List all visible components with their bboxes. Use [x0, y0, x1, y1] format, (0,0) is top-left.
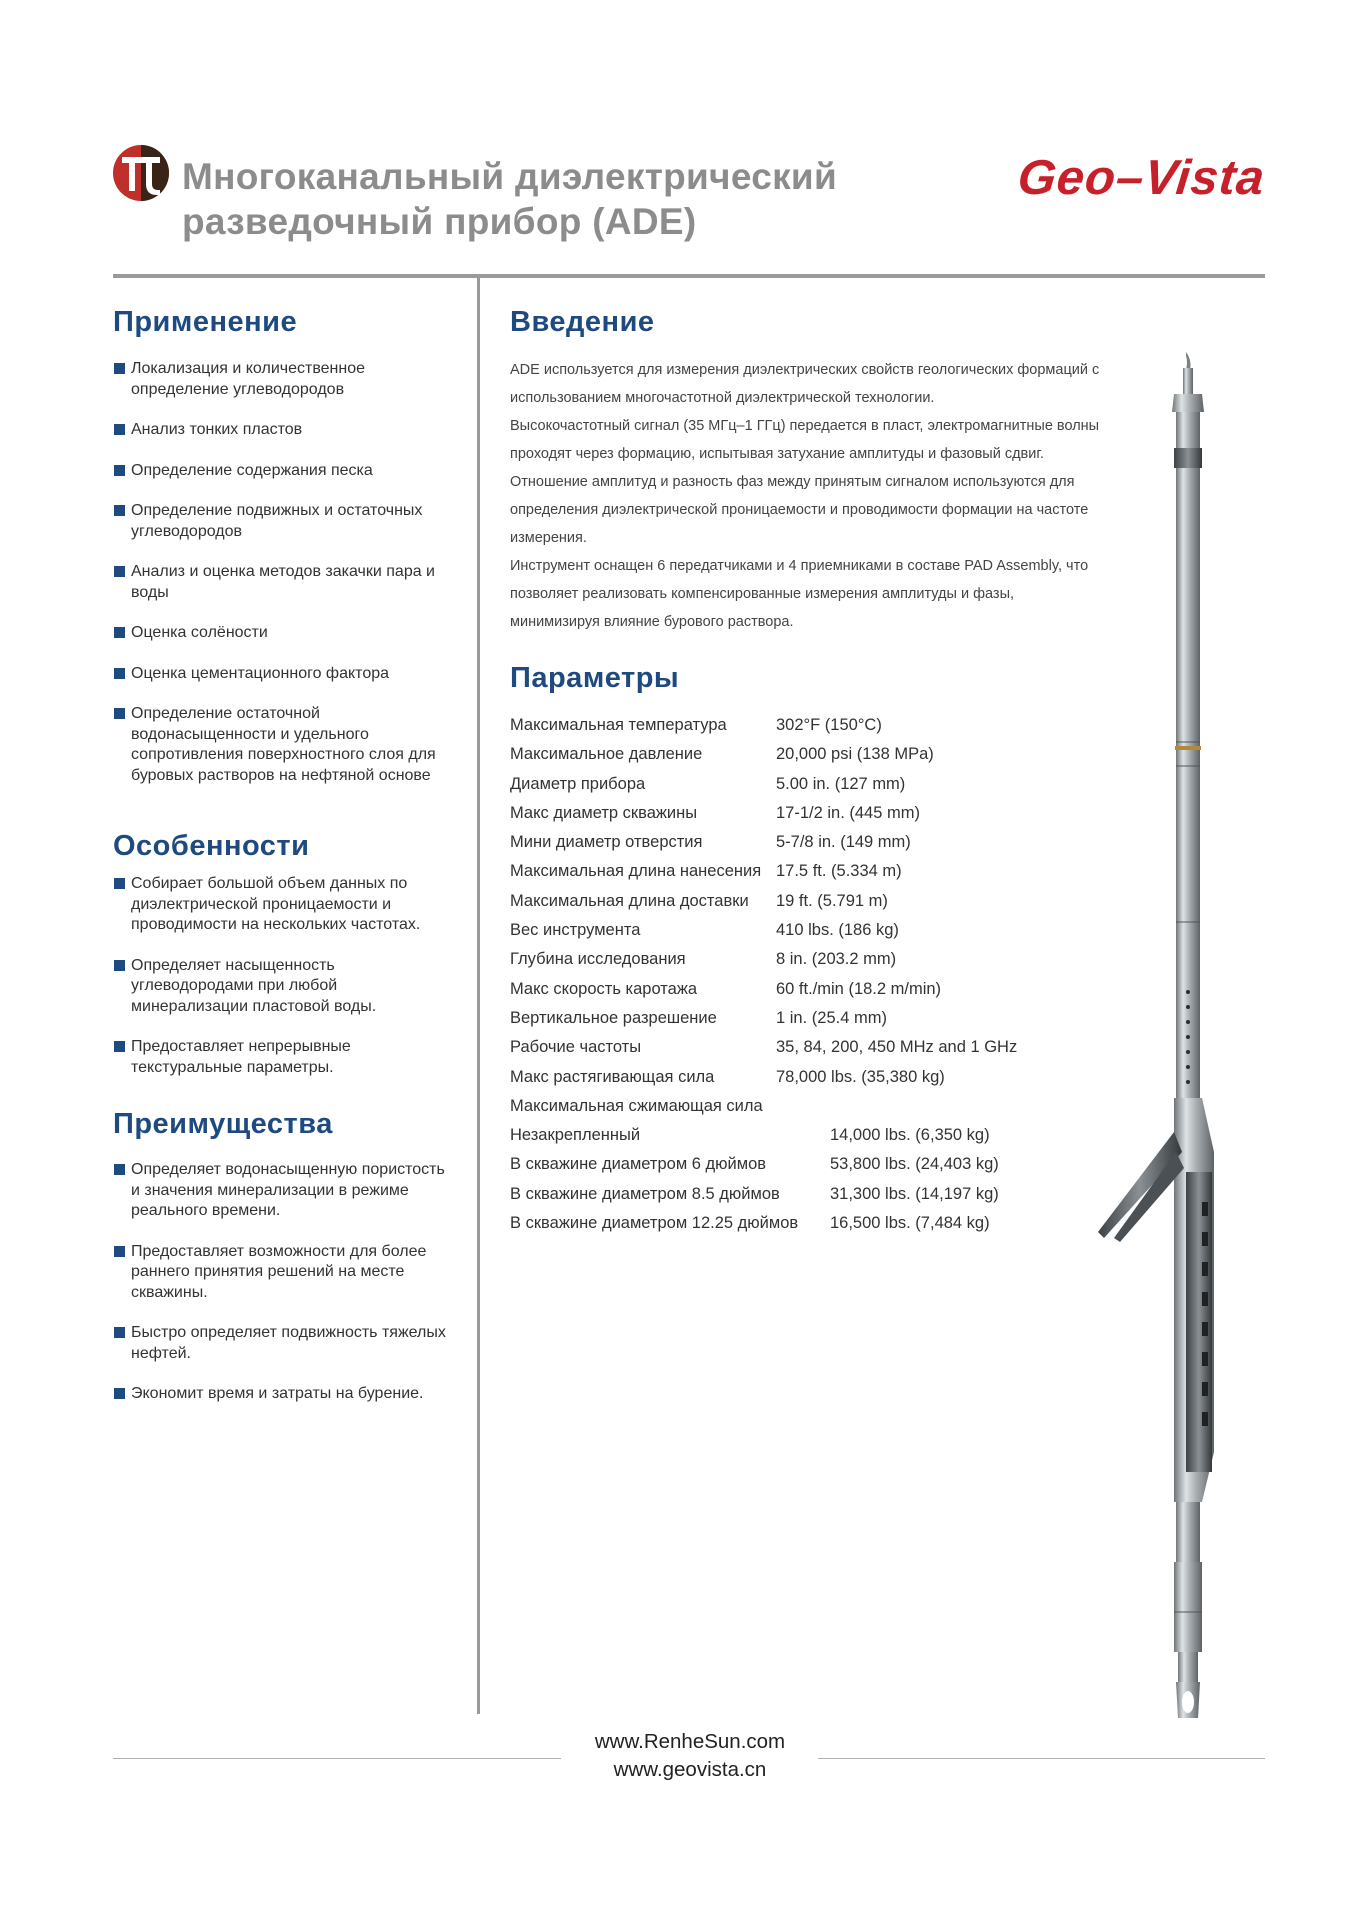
parameter-label: Диаметр прибора: [510, 774, 646, 793]
list-item-text: Определяет водонасыщенную пористость и значения минерализации в режиме реального времени.: [131, 1161, 445, 1219]
parameter-label: Макс скорость каротажа: [510, 979, 698, 998]
parameter-label: Максимальное давление: [510, 745, 703, 764]
parameter-label: В скважине диаметром 6 дюймов: [510, 1155, 767, 1174]
introduction-text: [510, 356, 1170, 636]
introduction-line: проходят через формацию, испытывая затухание амплитуды и фазовый сдвиг.: [510, 446, 1044, 462]
parameter-label: Вертикальное разрешение: [510, 1008, 717, 1027]
list-item: [113, 420, 458, 441]
list-item-text: Определение подвижных и остаточных углеводородов: [131, 502, 423, 540]
bullet-square-icon: [114, 1041, 125, 1052]
list-item-text: Локализация и количественное определение углеводородов: [131, 360, 365, 398]
list-item-text: Определяет насыщенность углеводородами при любой минерализации пластовой воды.: [131, 956, 377, 1015]
parameter-value: 17-1/2 in. (445 mm): [776, 803, 920, 822]
list-item-text: Быстро определяет подвижность тяжелых нефтей.: [131, 1324, 446, 1362]
features-heading: Особенности: [113, 830, 310, 862]
list-item: [113, 1242, 458, 1304]
parameter-value: 5-7/8 in. (149 mm): [776, 833, 911, 852]
page-title-line1: Многоканальный диэлектрический: [182, 156, 838, 197]
introduction-line: позволяет реализовать компенсированные измерения амплитуды и фазы,: [510, 586, 1015, 602]
bullet-square-icon: [114, 708, 125, 719]
column-divider: [477, 278, 480, 1714]
parameter-label: Вес инструмента: [510, 921, 641, 940]
advantages-heading: Преимущества: [113, 1108, 333, 1140]
parameter-value: 410 lbs. (186 kg): [776, 921, 899, 940]
parameter-value: 1 in. (25.4 mm): [776, 1008, 887, 1027]
introduction-line: Отношение амплитуд и разность фаз между принятым сигналом используются для: [510, 474, 1075, 490]
parameter-label: Глубина исследования: [510, 950, 686, 969]
parameter-label: Максимальная длина доставки: [510, 891, 749, 910]
list-item-text: Собирает большой объем данных по диэлектрической проницаемости и проводимости на нескольких частотах.: [131, 875, 421, 933]
list-item-text: Анализ и оценка методов закачки пара и воды: [131, 563, 435, 601]
footer-website-geovista[interactable]: www.geovista.cn: [613, 1758, 767, 1781]
parameter-label: Максимальная сжимающая сила: [510, 1096, 763, 1115]
parameter-label: Макс диаметр скважины: [510, 803, 698, 822]
logging-tool-image: [1090, 352, 1240, 1722]
parameters-heading: Параметры: [510, 662, 680, 694]
introduction-line: использованием многочастотной диэлектрической технологии.: [510, 390, 935, 406]
bullet-square-icon: [114, 960, 125, 971]
parameter-label: Максимальная длина нанесения: [510, 862, 762, 881]
bullet-square-icon: [114, 668, 125, 679]
list-item: [113, 664, 458, 685]
brand-logo: Geo–Vista: [1015, 151, 1268, 205]
list-item-text: Оценка солёности: [131, 624, 268, 641]
list-item: [113, 501, 458, 542]
parameter-label: В скважине диаметром 12.25 дюймов: [510, 1214, 799, 1233]
company-logo: [112, 144, 170, 202]
list-item: [113, 874, 458, 936]
bullet-square-icon: [114, 1164, 125, 1175]
page-title: [182, 154, 837, 244]
parameter-value: 17.5 ft. (5.334 m): [776, 862, 902, 881]
list-item: [113, 1384, 458, 1405]
application-heading: Применение: [113, 306, 298, 338]
parameter-value: 35, 84, 200, 450 MHz and 1 GHz: [776, 1038, 1018, 1057]
bullet-square-icon: [114, 424, 125, 435]
parameter-label: В скважине диаметром 8.5 дюймов: [510, 1184, 780, 1203]
bullet-square-icon: [114, 566, 125, 577]
list-item-text: Оценка цементационного фактора: [131, 664, 390, 682]
parameter-value: 16,500 lbs. (7,484 kg): [830, 1214, 990, 1233]
parameter-value: 31,300 lbs. (14,197 kg): [830, 1184, 999, 1203]
introduction-heading: Введение: [510, 306, 655, 338]
list-item: [113, 704, 458, 786]
parameter-value: 19 ft. (5.791 m): [776, 891, 888, 910]
parameter-value: 5.00 in. (127 mm): [776, 774, 906, 793]
features-list: [113, 874, 458, 1098]
parameter-label: Рабочие частоты: [510, 1038, 642, 1057]
list-item-text: Предоставляет непрерывные текстуральные параметры.: [131, 1038, 351, 1076]
introduction-line: ADE используется для измерения диэлектрических свойств геологических формаций с: [510, 362, 1100, 378]
introduction-line: минимизируя влияние бурового раствора.: [510, 614, 794, 630]
parameter-label: Макс растягивающая сила: [510, 1067, 715, 1086]
list-item: [113, 623, 458, 644]
advantages-list: [113, 1160, 458, 1425]
list-item-text: Определение остаточной водонасыщенности и удельного сопротивления поверхностного слоя для буровых растворов на нефтяной основе: [131, 705, 436, 784]
list-item-text: Анализ тонких пластов: [131, 421, 303, 438]
parameter-value: 8 in. (203.2 mm): [776, 950, 897, 969]
list-item: [113, 1323, 458, 1364]
parameter-value: 78,000 lbs. (35,380 kg): [776, 1067, 945, 1086]
bullet-square-icon: [114, 1327, 125, 1338]
introduction-line: Инструмент оснащен 6 передатчиками и 4 приемниками в составе PAD Assembly, что: [510, 558, 1089, 574]
header-divider: [113, 274, 1265, 278]
list-item: [113, 1160, 458, 1222]
list-item: [113, 956, 458, 1018]
parameter-value: 53,800 lbs. (24,403 kg): [830, 1155, 999, 1174]
list-item-text: Экономит время и затраты на бурение.: [131, 1385, 424, 1402]
list-item: [113, 359, 458, 400]
list-item: [113, 1037, 458, 1078]
bullet-square-icon: [114, 878, 125, 889]
bullet-square-icon: [114, 1246, 125, 1257]
parameter-value: 60 ft./min (18.2 m/min): [776, 979, 942, 998]
parameter-label: Мини диаметр отверстия: [510, 833, 703, 852]
bullet-square-icon: [114, 465, 125, 476]
parameter-label: Незакрепленный: [510, 1126, 641, 1145]
parameter-value: 20,000 psi (138 MPa): [776, 745, 934, 764]
introduction-line: измерения.: [510, 530, 587, 546]
bullet-square-icon: [114, 505, 125, 516]
list-item-text: Определение содержания песка: [131, 461, 373, 479]
parameter-value: 302°F (150°C): [776, 716, 882, 734]
application-list: [113, 359, 458, 806]
page-title-line2: разведочный прибор (ADE): [182, 201, 697, 242]
bullet-square-icon: [114, 627, 125, 638]
introduction-line: Высокочастотный сигнал (35 МГц–1 ГГц) передается в пласт, электромагнитные волны: [510, 418, 1100, 434]
footer-website-renhesun[interactable]: www.RenheSun.com: [594, 1730, 786, 1753]
introduction-line: определения диэлектрической проницаемости и проводимости формации на частоте: [510, 502, 1089, 518]
footer-rule-right: [818, 1758, 1265, 1759]
list-item-text: Предоставляет возможности для более раннего принятия решений на месте скважины.: [131, 1242, 427, 1301]
parameter-label: Максимальная температура: [510, 716, 727, 734]
bullet-square-icon: [114, 1388, 125, 1399]
list-item: [113, 562, 458, 603]
bullet-square-icon: [114, 363, 125, 374]
list-item: [113, 461, 458, 482]
parameter-value: 14,000 lbs. (6,350 kg): [830, 1126, 990, 1145]
footer-rule-left: [113, 1758, 561, 1759]
